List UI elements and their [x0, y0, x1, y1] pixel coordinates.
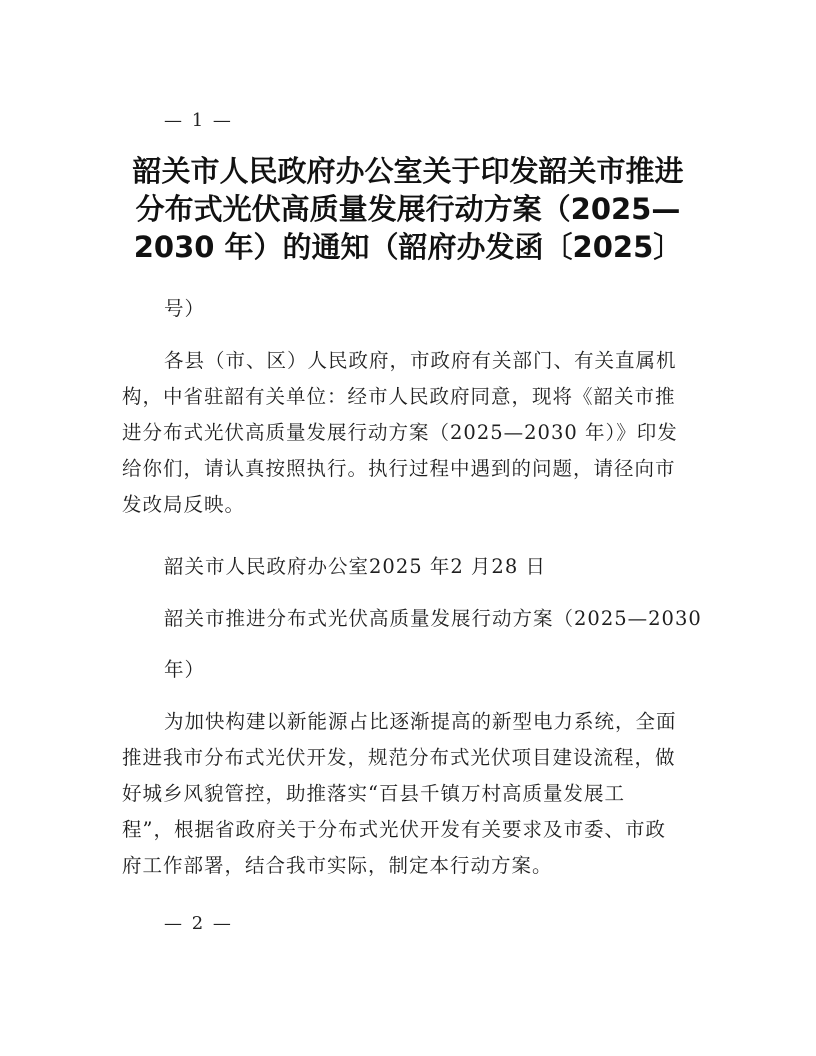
paragraph-line: 发改局反映。	[122, 493, 246, 516]
paragraph-line: 好城乡风貌管控，助推落实“百县千镇万村高质量发展工	[122, 782, 625, 805]
paragraph-line: 进分布式光伏高质量发展行动方案（2025—2030 年）》印发	[122, 421, 678, 444]
paragraph-line: 为加快构建以新能源占比逐渐提高的新型电力系统，全面	[164, 710, 677, 733]
title-line: 韶关市人民政府办公室关于印发韶关市推进	[132, 154, 684, 188]
document-title	[110, 152, 706, 266]
title-line: 2030 年）的通知（韶府办发函〔2025〕	[133, 230, 683, 264]
paragraph-line: 给你们，请认真按照执行。执行过程中遇到的问题，请径向市	[122, 457, 676, 480]
paragraph-line: 各县（市、区）人民政府，市政府有关部门、有关直属机	[164, 349, 677, 372]
plan-title-line: 年）	[164, 658, 206, 681]
page-number-1: — 1 —	[164, 110, 233, 131]
title-line: 分布式光伏高质量发展行动方案（2025—	[135, 192, 681, 226]
paragraph-line: 构，中省驻韶有关单位：经市人民政府同意，现将《韶关市推	[122, 385, 676, 408]
issuer-date: 韶关市人民政府办公室2025 年2 月28 日	[164, 555, 546, 578]
paragraph-line: 推进我市分布式光伏开发，规范分布式光伏项目建设流程，做	[122, 746, 676, 769]
title-tail: 号）	[164, 297, 206, 320]
plan-title-line: 韶关市推进分布式光伏高质量发展行动方案（2025—2030	[164, 607, 702, 630]
paragraph-line: 府工作部署，结合我市实际，制定本行动方案。	[122, 854, 553, 877]
paragraph-line: 程”，根据省政府关于分布式光伏开发有关要求及市委、市政	[122, 818, 666, 841]
page-number-2: — 2 —	[164, 913, 233, 934]
